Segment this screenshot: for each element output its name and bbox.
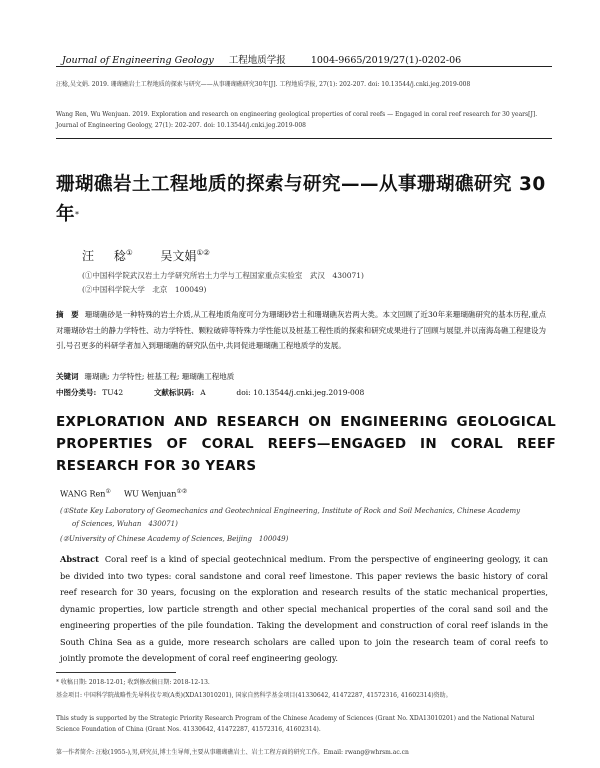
journal-name: Journal of Engineering Geology <box>62 55 214 66</box>
author-1-en-sup: ① <box>105 488 111 495</box>
author-1-cn-part2: 稔 <box>114 249 127 263</box>
class-value: TU42 <box>102 388 124 397</box>
abstract-en-label: Abstract <box>60 554 99 564</box>
affiliation-en-1: (①State Key Laboratory of Geomechanics and Geotechnical Engineering, Institute of Rock and Soil Mechanics, Chinese Academy <box>60 507 521 515</box>
author-2-en: WU Wenjuan <box>123 489 177 499</box>
author-1-cn-sup: ① <box>126 248 133 257</box>
citation-en: Wang Ren, Wu Wenjuan. 2019. Exploration and research on engineering geological properties of coral reefs — Engaged in coral reef research for 30 years[J]. Journal of Engineering Geology, 27(1): 202-207. doi: 10.13544/j.cnki.jeg.2019-008 <box>56 111 538 129</box>
abstract-en-text: Coral reef is a kind of special geotechnical medium. From the perspective of engineering geology, it can be divided into two types: coral sandstone and coral reef limestone. This paper reviews the basic history of coral reef research for 30 years, focusing on the exploration and research results of the static mechanical properties, dynamic properties, low particle strength and other special mechanical properties of the coral sand soil and the engineering properties of the pile foundation. Taking the development and construction of coral reef islands in the South China Sea as a guide, more research scholars are called upon to join the research team of coral reefs to jointly promote the development of coral reef engineering geology. <box>60 554 548 663</box>
title-cn <box>56 170 556 230</box>
abstract-cn-text: 珊瑚礁砂是一种特殊的岩土介质,从工程地质角度可分为珊瑚砂岩土和珊瑚礁灰岩两大类。本文回顾了近30年来珊瑚礁研究的基本历程,重点对珊瑚砂岩土的静力学特性、动力学特性、颗粒破碎等特殊力学性能以及桩基工程性质的探索和研究成果进行了回顾与展望,并以南海岛礁工程建设为引,号召更多的科研学者加入到珊瑚礁的研究队伍中,共同促进珊瑚礁工程地质学的发展。 <box>56 310 547 350</box>
citation-cn: 汪稔,吴文娟. 2019. 珊瑚礁岩土工程地质的探索与研究——从事珊瑚礁研究30年[J]. 工程地质学报, 27(1): 202-207. doi: 10.13544/j.cnki.jeg.2019-008 <box>56 81 471 88</box>
running-header <box>62 52 461 66</box>
citation-rule <box>56 138 552 139</box>
footnote-funding-en: This study is supported by the Strategic Priority Research Program of the Chinese Academy of Sciences (Grant No. XDA13010201) and the National Natural Science Foundation of China (Grant Nos. 41330642, 41472287, 41572316, 41602314). <box>56 715 535 733</box>
authors-cn <box>82 247 210 264</box>
keywords-cn <box>56 371 546 382</box>
keywords-cn-text: 珊瑚礁; 力学特性; 桩基工程; 珊瑚礁工程地质 <box>84 372 235 381</box>
keywords-cn-label: 关键词 <box>56 372 79 381</box>
affiliation-en-2: (②University of Chinese Academy of Sciences, Beijing 100049) <box>60 535 289 543</box>
author-1-cn-part1: 汪 <box>82 249 95 263</box>
title-en: EXPLORATION AND RESEARCH ON ENGINEERING GEOLOGICAL PROPERTIES OF CORAL REEFS—ENGAGED IN CORAL REEF RESEARCH FOR 30 YEARS <box>56 414 556 474</box>
author-1-en: WANG Ren <box>60 489 106 499</box>
title-footnote-mark: * <box>75 210 80 219</box>
footnote-rule <box>56 672 176 673</box>
affiliation-cn-1: (①中国科学院武汉岩土力学研究所岩土力学与工程国家重点实验室 武汉 430071) <box>82 271 364 280</box>
authors-en <box>60 488 187 499</box>
affiliation-en-1-cont: of Sciences, Wuhan 430071) <box>72 520 178 528</box>
journal-name-cn: 工程地质学报 <box>228 55 286 66</box>
abstract-cn <box>56 307 546 354</box>
affiliation-cn-2: (②中国科学院大学 北京 100049) <box>82 285 207 294</box>
doc-code-value: A <box>200 388 206 397</box>
classification-cn <box>56 387 546 398</box>
doc-code-label: 文献标识码: <box>153 388 195 397</box>
footnote-funding-cn: 基金项目: 中国科学院战略性先导科技专项(A类)(XDA13010201), 国家自然科学基金项目(41330642, 41472287, 41572316, 41602314)资助。 <box>56 692 452 699</box>
doi-value: 10.13544/j.cnki.jeg.2019-008 <box>253 388 365 397</box>
author-2-cn-sup: ①② <box>196 248 210 257</box>
class-label: 中图分类号: <box>56 388 97 397</box>
author-2-en-sup: ①② <box>176 488 188 495</box>
title-cn-text: 珊瑚礁岩土工程地质的探索与研究——从事珊瑚礁研究 30 年 <box>56 174 546 225</box>
doi-label: doi: <box>236 388 251 397</box>
abstract-en <box>60 551 548 667</box>
footnote-received: * 收稿日期: 2018-12-01; 收到修改稿日期: 2018-12-13. <box>56 679 210 686</box>
footnote-first-author: 第一作者简介: 汪稔(1955-),男,研究员,博士生导师,主要从事珊瑚礁岩土、岩土工程方面的研究工作。Email: rwang@whrsm.ac.cn <box>56 749 409 756</box>
issn-volume: 1004-9665/2019/27(1)-0202-06 <box>310 55 462 66</box>
abstract-cn-label: 摘 要 <box>56 310 79 319</box>
header-rule <box>56 66 552 67</box>
author-2-cn: 吴文娟 <box>160 249 197 263</box>
